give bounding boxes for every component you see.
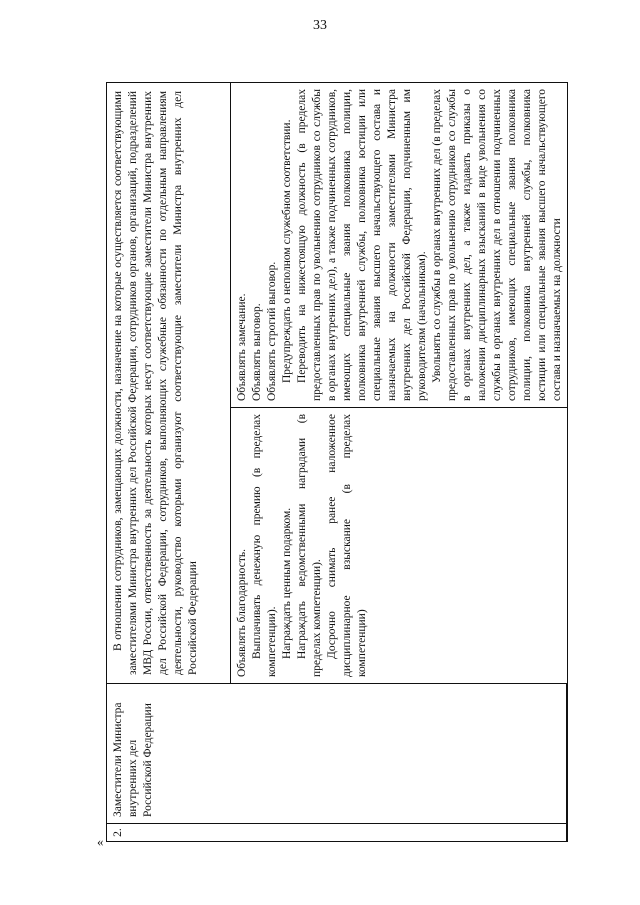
penalties-column bbox=[231, 83, 567, 407]
page-number: 33 bbox=[313, 18, 327, 33]
penalty-item: Увольнять со службы в органах внутренних дел (в пределах предоставленных прав по увольнению сотрудников со службы в органах внутренних дел, а также издавать приказы о наложении дисциплинарных взысканий в виде увольнения со службы в органах внутренних дел в отношении подчиненных сотрудников, имеющих специальные звания полковника полиции, полковника внутренней службы, полковника юстиции или специальные звания высшего начальствующего состава и назначаемых на должности bbox=[431, 89, 563, 401]
incentive-item: Досрочно снимать ранее наложенное дисциплинарное взыскание (в пределах компетенции) bbox=[326, 414, 368, 677]
incentive-item: Награждать ведомственными наградами (в пределах компетенции). bbox=[296, 414, 323, 677]
scope-description: В отношении сотрудников, замещающих должности, назначение на которые осуществляется соответствующими заместителями Министра внутренних дел Российской Федерации, сотрудников органов, организаций, подразделений МВД России, ответственность за деятельность которых несут соответствующие заместители Министра внутренних дел Российской Федерации, сотрудников, выполняющих служебные обязанности по отдельным направлениям деятельности, руководство которыми организуют соответствующие заместители Министра внутренних дел Российской Федерации bbox=[107, 83, 231, 683]
incentive-item: Выплачивать денежную премию (в пределах компетенции). bbox=[251, 414, 278, 677]
penalty-item: Предупреждать о неполном служебном соответствии. bbox=[281, 119, 293, 383]
rank-cell: Заместители Министра внутренних дел Российской Федерации bbox=[107, 683, 567, 823]
incentives-column bbox=[231, 407, 567, 683]
rotated-table bbox=[106, 82, 568, 842]
opening-quote-mark: « bbox=[97, 834, 104, 849]
incentive-item: Награждать ценным подарком. bbox=[281, 507, 293, 659]
row-number: 2. bbox=[107, 823, 567, 841]
penalty-item: Объявлять строгий выговор. bbox=[266, 261, 278, 401]
penalty-item: Объявлять выговор. bbox=[251, 303, 263, 401]
incentive-item: Объявлять благодарность. bbox=[236, 549, 248, 677]
measures-row bbox=[231, 83, 567, 683]
penalty-item: Переводить на нижестоящую должность (в пределах предоставленных прав по увольнению сотрудников со службы в органах внутренних дел), а также подчиненных сотрудников, имеющих специальные звания полковника полиции, полковника внутренней службы, полковника юстиции или специальные звания высшего начальствующего состава и назначаемых на должности заместителями Министра внутренних дел Российской Федерации, подчиненным им руководителям (начальникам). bbox=[296, 89, 428, 401]
penalty-item: Объявлять замечание. bbox=[236, 293, 248, 401]
